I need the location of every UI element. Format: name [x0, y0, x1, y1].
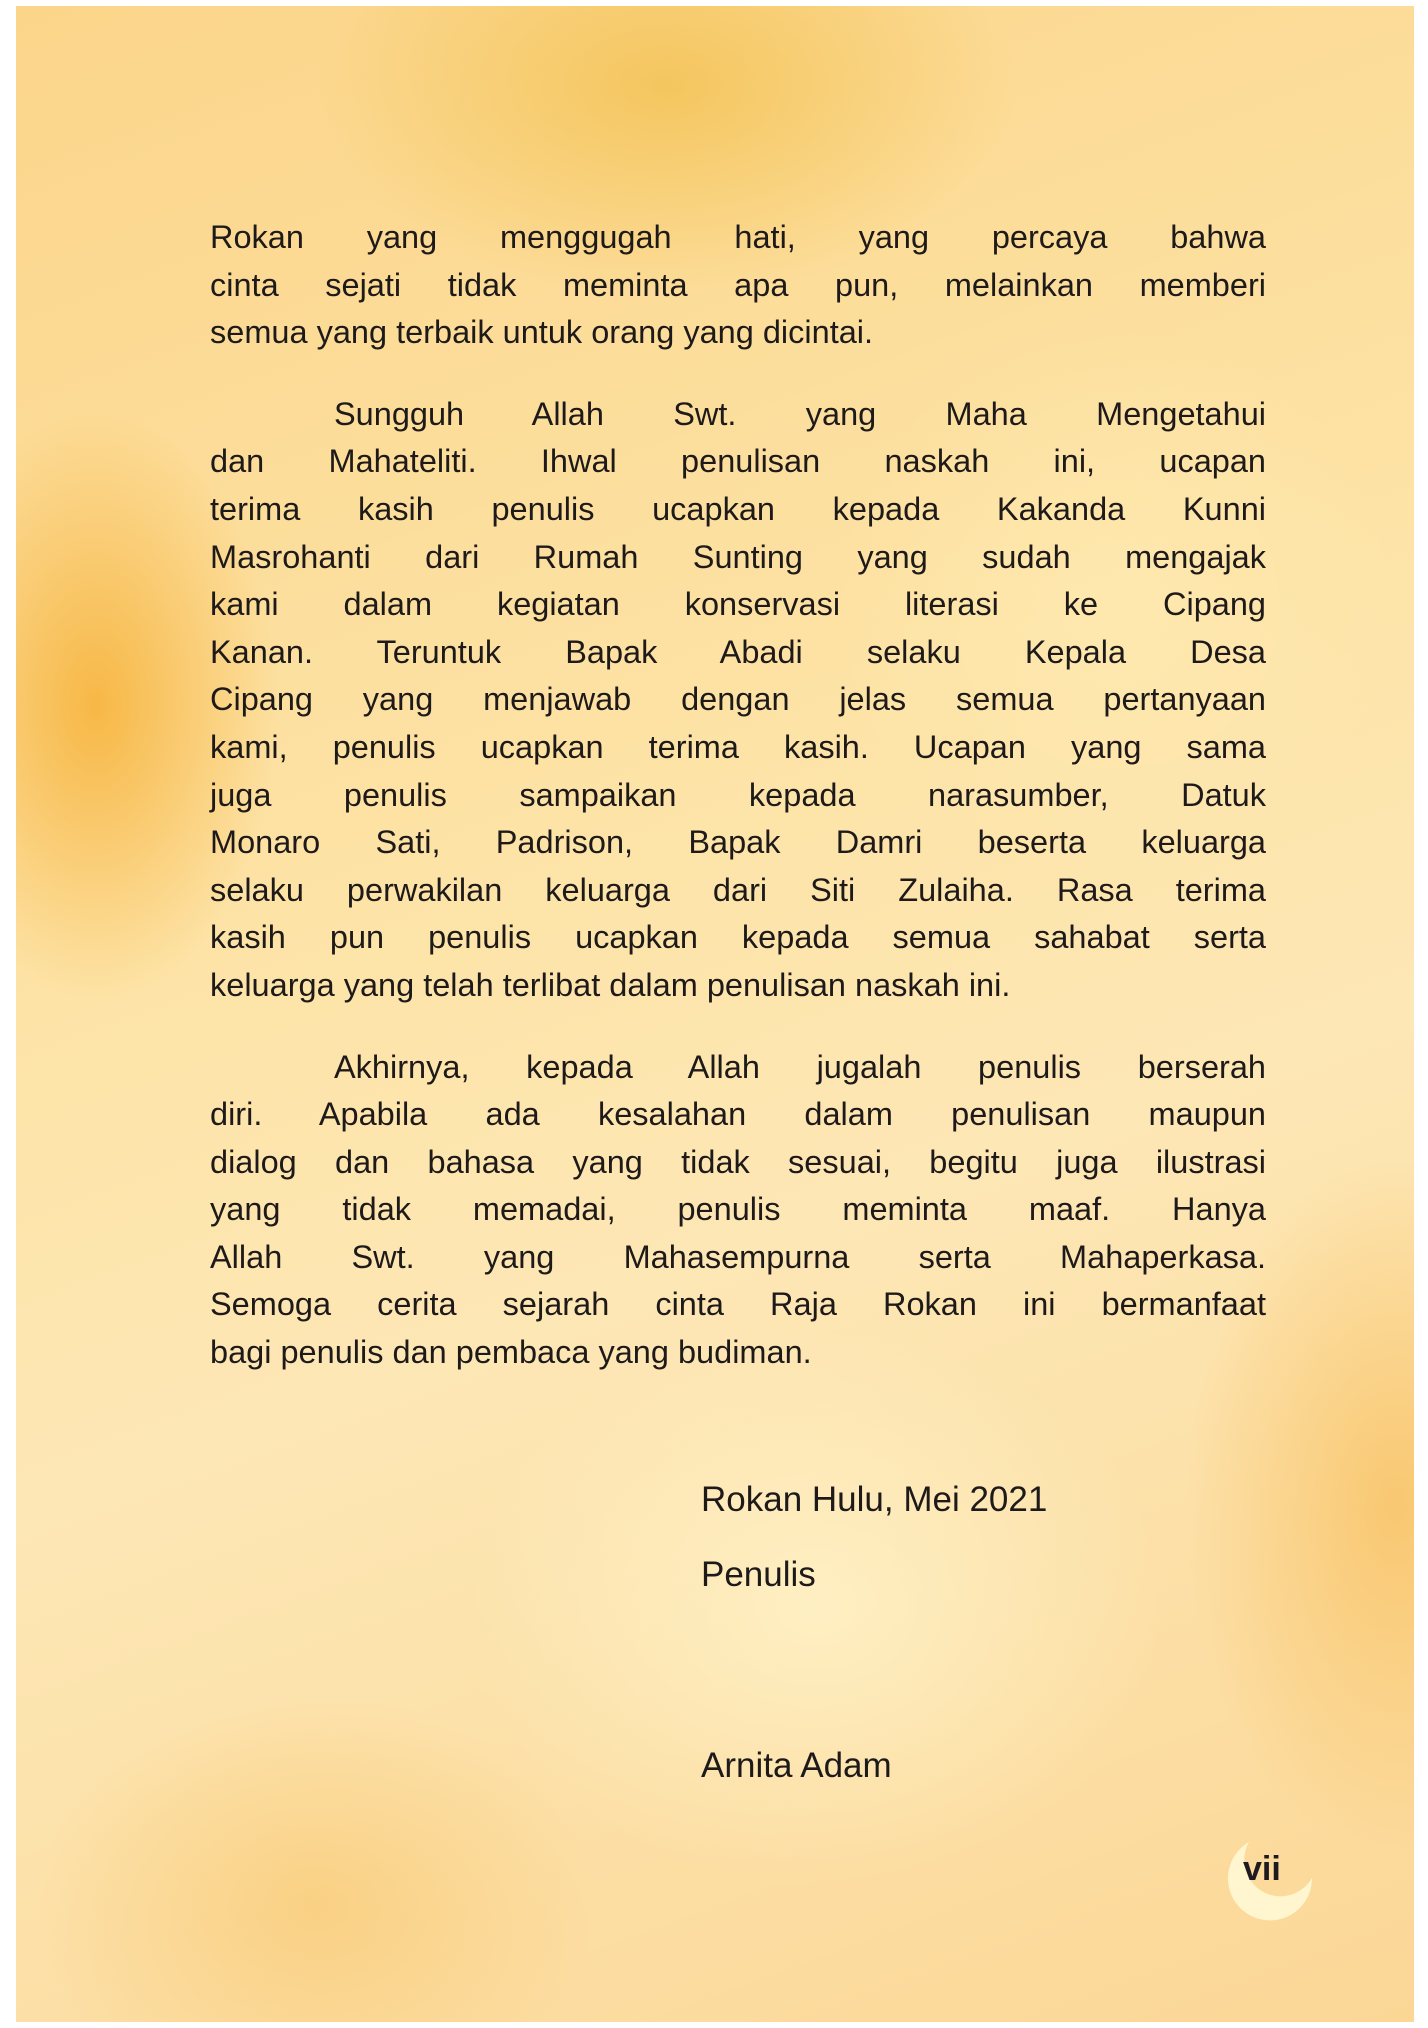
signature-place-date: Rokan Hulu, Mei 2021	[701, 1480, 1048, 1519]
page-number-badge	[1221, 1836, 1313, 1928]
text-line: Cipang yang menjawab dengan jelas semua pertanyaan	[210, 681, 1266, 718]
text-line: Masrohanti dari Rumah Sunting yang sudah mengajak	[210, 538, 1266, 575]
text-line: Kanan. Teruntuk Bapak Abadi selaku Kepala Desa	[210, 633, 1266, 670]
text-line: bagi penulis dan pembaca yang budiman.	[210, 1334, 812, 1371]
page-number: vii	[1243, 1850, 1281, 1888]
text-line: Semoga cerita sejarah cinta Raja Rokan ini bermanfaat	[210, 1286, 1266, 1323]
text-line: diri. Apabila ada kesalahan dalam penulisan maupun	[210, 1096, 1266, 1133]
text-line: dan Mahateliti. Ihwal penulisan naskah ini, ucapan	[210, 443, 1266, 480]
book-page	[16, 6, 1414, 2022]
text-line: Akhirnya, kepada Allah jugalah penulis berserah	[334, 1048, 1266, 1085]
text-line: yang tidak memadai, penulis meminta maaf. Hanya	[210, 1191, 1266, 1228]
paragraph	[210, 391, 1266, 1010]
text-line: juga penulis sampaikan kepada narasumber, Datuk	[210, 776, 1266, 813]
paragraph	[210, 1044, 1266, 1377]
text-line: cinta sejati tidak meminta apa pun, melainkan memberi	[210, 266, 1266, 303]
text-line: selaku perwakilan keluarga dari Siti Zulaiha. Rasa terima	[210, 871, 1266, 908]
text-line: terima kasih penulis ucapkan kepada Kakanda Kunni	[210, 490, 1266, 527]
text-line: Sungguh Allah Swt. yang Maha Mengetahui	[334, 395, 1266, 432]
text-line: Allah Swt. yang Mahasempurna serta Mahaperkasa.	[210, 1238, 1266, 1275]
text-line: Rokan yang menggugah hati, yang percaya bahwa	[210, 219, 1266, 255]
text-line: keluarga yang telah terlibat dalam penulisan naskah ini.	[210, 966, 1011, 1003]
signature-role: Penulis	[701, 1555, 816, 1594]
paragraph	[210, 214, 1266, 357]
page-body	[210, 214, 1266, 1411]
text-line: dialog dan bahasa yang tidak sesuai, begitu juga ilustrasi	[210, 1143, 1266, 1180]
text-line: kasih pun penulis ucapkan kepada semua sahabat serta	[210, 919, 1266, 956]
text-line: Monaro Sati, Padrison, Bapak Damri beserta keluarga	[210, 824, 1266, 861]
signature-name: Arnita Adam	[701, 1746, 892, 1785]
text-line: semua yang terbaik untuk orang yang dicintai.	[210, 314, 874, 351]
text-line: kami dalam kegiatan konservasi literasi ke Cipang	[210, 586, 1266, 623]
text-line: kami, penulis ucapkan terima kasih. Ucapan yang sama	[210, 728, 1266, 765]
